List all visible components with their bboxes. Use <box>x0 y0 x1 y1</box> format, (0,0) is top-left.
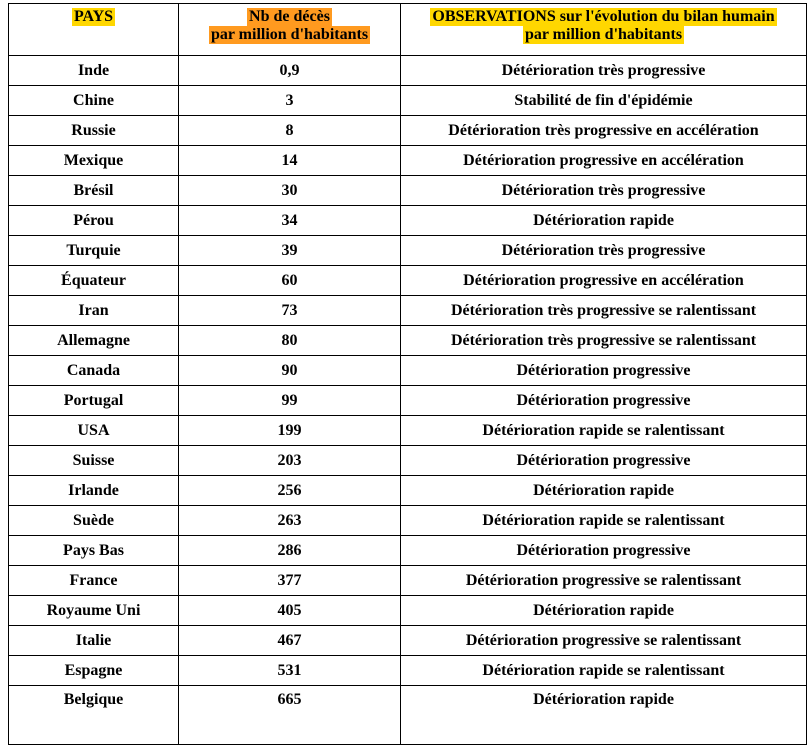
country-cell: Portugal <box>9 386 179 416</box>
country-cell: Suisse <box>9 446 179 476</box>
observation-cell: Détérioration rapide <box>401 206 807 236</box>
deaths-cell: 14 <box>179 146 401 176</box>
observation-cell: Stabilité de fin d'épidémie <box>401 86 807 116</box>
country-cell: Espagne <box>9 656 179 686</box>
header-deces-line2: par million d'habitants <box>210 26 369 43</box>
deaths-cell: 256 <box>179 476 401 506</box>
deaths-cell: 60 <box>179 266 401 296</box>
deaths-cell: 8 <box>179 116 401 146</box>
country-cell: Mexique <box>9 146 179 176</box>
deaths-cell: 203 <box>179 446 401 476</box>
observation-cell: Détérioration progressive <box>401 446 807 476</box>
observation-cell: Détérioration progressive se ralentissant <box>401 566 807 596</box>
deaths-cell: 34 <box>179 206 401 236</box>
deaths-cell: 80 <box>179 326 401 356</box>
table-row <box>9 146 807 176</box>
table-row <box>9 206 807 236</box>
header-row <box>9 4 807 56</box>
header-obs-line1: OBSERVATIONS sur l'évolution du bilan humain <box>432 8 775 25</box>
observation-cell: Détérioration progressive en accélération <box>401 146 807 176</box>
header-pays-label: PAYS <box>73 8 114 25</box>
deaths-cell: 3 <box>179 86 401 116</box>
deaths-cell: 405 <box>179 596 401 626</box>
deaths-per-million-table <box>8 3 807 745</box>
deaths-cell: 73 <box>179 296 401 326</box>
country-cell: Italie <box>9 626 179 656</box>
table-row <box>9 626 807 656</box>
country-cell: Chine <box>9 86 179 116</box>
table-row <box>9 266 807 296</box>
deaths-cell: 665 <box>179 686 401 745</box>
table-body <box>9 56 807 745</box>
observation-cell: Détérioration rapide se ralentissant <box>401 656 807 686</box>
header-observations <box>401 4 807 56</box>
header-deces-line1: Nb de décès <box>249 8 330 25</box>
table-row <box>9 356 807 386</box>
country-cell: Belgique <box>9 686 179 745</box>
deaths-cell: 199 <box>179 416 401 446</box>
deaths-cell: 286 <box>179 536 401 566</box>
table-row <box>9 386 807 416</box>
observation-cell: Détérioration très progressive <box>401 236 807 266</box>
country-cell: Allemagne <box>9 326 179 356</box>
table-row <box>9 56 807 86</box>
table-row <box>9 476 807 506</box>
observation-cell: Détérioration progressive en accélération <box>401 266 807 296</box>
table-row <box>9 176 807 206</box>
observation-cell: Détérioration rapide se ralentissant <box>401 506 807 536</box>
header-pays <box>9 4 179 56</box>
observation-cell: Détérioration très progressive se ralentissant <box>401 296 807 326</box>
table-row <box>9 296 807 326</box>
country-cell: Brésil <box>9 176 179 206</box>
header-deces <box>179 4 401 56</box>
table-row <box>9 596 807 626</box>
table-row <box>9 506 807 536</box>
country-cell: Pérou <box>9 206 179 236</box>
country-cell: Irlande <box>9 476 179 506</box>
country-cell: Pays Bas <box>9 536 179 566</box>
header-obs-line2: par million d'habitants <box>524 26 683 43</box>
table-row <box>9 416 807 446</box>
deaths-cell: 90 <box>179 356 401 386</box>
country-cell: Inde <box>9 56 179 86</box>
table-row <box>9 326 807 356</box>
observation-cell: Détérioration progressive se ralentissant <box>401 626 807 656</box>
observation-cell: Détérioration très progressive <box>401 176 807 206</box>
table-row <box>9 536 807 566</box>
observation-cell: Détérioration progressive <box>401 386 807 416</box>
country-cell: Russie <box>9 116 179 146</box>
observation-cell: Détérioration progressive <box>401 536 807 566</box>
table-row <box>9 86 807 116</box>
table-row <box>9 446 807 476</box>
deaths-cell: 467 <box>179 626 401 656</box>
observation-cell: Détérioration rapide <box>401 596 807 626</box>
country-cell: USA <box>9 416 179 446</box>
deaths-cell: 263 <box>179 506 401 536</box>
observation-cell: Détérioration très progressive se ralentissant <box>401 326 807 356</box>
table-row <box>9 236 807 266</box>
country-cell: Équateur <box>9 266 179 296</box>
deaths-cell: 531 <box>179 656 401 686</box>
country-cell: Canada <box>9 356 179 386</box>
country-cell: Turquie <box>9 236 179 266</box>
deaths-cell: 39 <box>179 236 401 266</box>
deaths-cell: 377 <box>179 566 401 596</box>
observation-cell: Détérioration très progressive <box>401 56 807 86</box>
deaths-cell: 30 <box>179 176 401 206</box>
observation-cell: Détérioration très progressive en accélération <box>401 116 807 146</box>
country-cell: France <box>9 566 179 596</box>
deaths-cell: 0,9 <box>179 56 401 86</box>
country-cell: Iran <box>9 296 179 326</box>
observation-cell: Détérioration rapide <box>401 686 807 745</box>
table-row <box>9 656 807 686</box>
table-row <box>9 686 807 745</box>
table-row <box>9 116 807 146</box>
observation-cell: Détérioration rapide se ralentissant <box>401 416 807 446</box>
deaths-cell: 99 <box>179 386 401 416</box>
table-row <box>9 566 807 596</box>
observation-cell: Détérioration progressive <box>401 356 807 386</box>
country-cell: Royaume Uni <box>9 596 179 626</box>
observation-cell: Détérioration rapide <box>401 476 807 506</box>
country-cell: Suède <box>9 506 179 536</box>
